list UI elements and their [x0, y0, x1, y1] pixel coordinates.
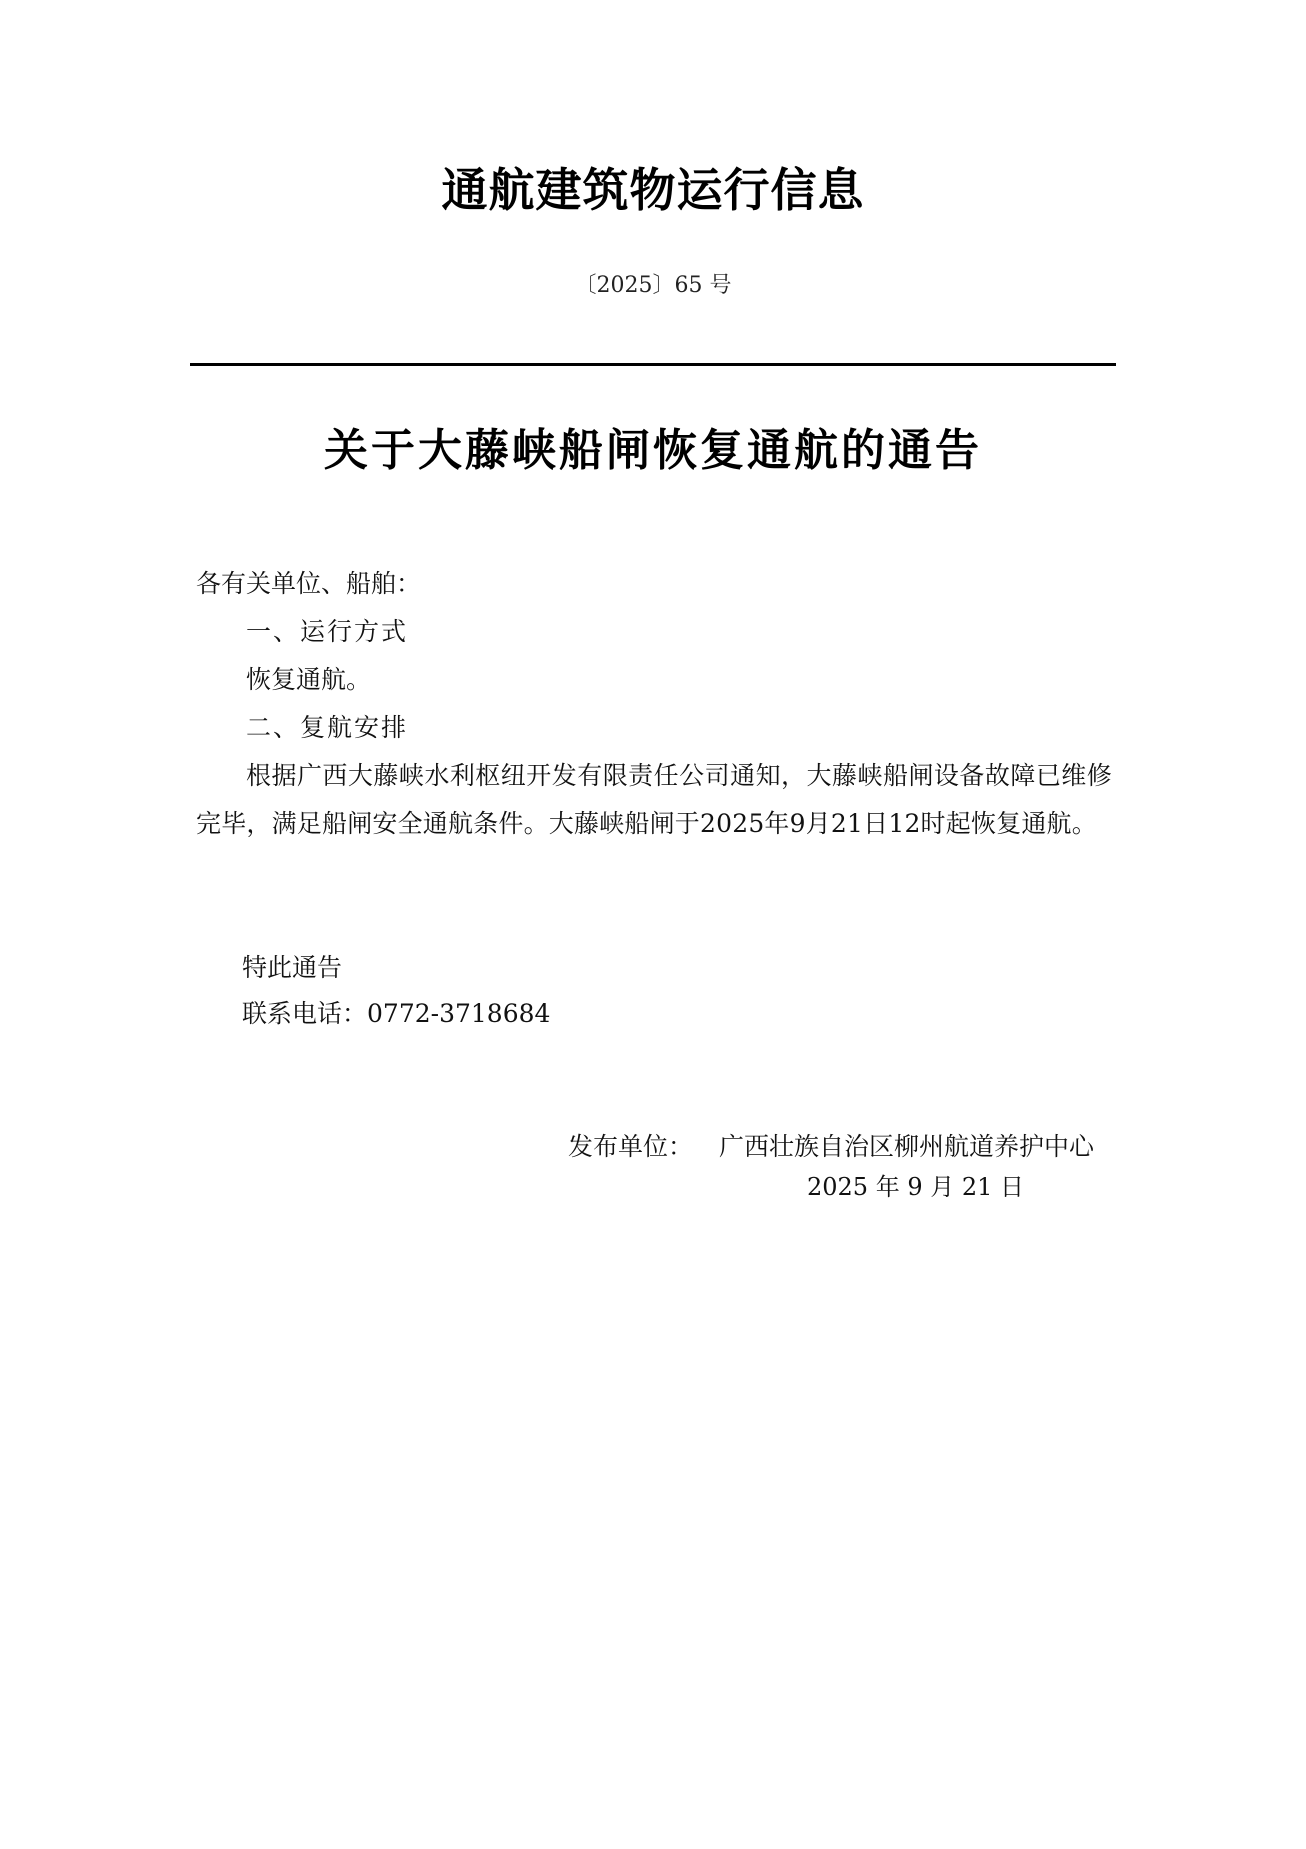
header-divider: [190, 363, 1116, 366]
contact-phone: 0772-3718684: [367, 999, 551, 1028]
section-2-heading: 二、复航安排: [246, 713, 409, 742]
section-1-heading: 一、运行方式: [246, 617, 409, 646]
section-2-body: 根据广西大藤峡水利枢纽开发有限责任公司通知，大藤峡船闸设备故障已维修完毕，满足船闸安全通航条件。大藤峡船闸于2025年9月21日12时起恢复通航。: [196, 761, 1112, 838]
publisher-line: [568, 1125, 1094, 1169]
document-header-title: 通航建筑物运行信息: [441, 163, 865, 217]
closing-statement: 特此通告: [242, 953, 343, 982]
salutation: 各有关单位、船舶：: [196, 569, 422, 598]
publisher-name: 广西壮族自治区柳州航道养护中心: [719, 1132, 1095, 1161]
contact-line: [242, 990, 550, 1038]
contact-label: 联系电话：: [242, 999, 368, 1028]
publisher-label: 发布单位：: [568, 1132, 694, 1161]
section-1-body: 恢复通航。: [246, 665, 372, 694]
notice-title: 关于大藤峡船闸恢复通航的通告: [324, 425, 982, 476]
publish-date: 2025 年 9 月 21 日: [807, 1173, 1025, 1201]
document-number: 〔2025〕65 号: [574, 273, 732, 298]
